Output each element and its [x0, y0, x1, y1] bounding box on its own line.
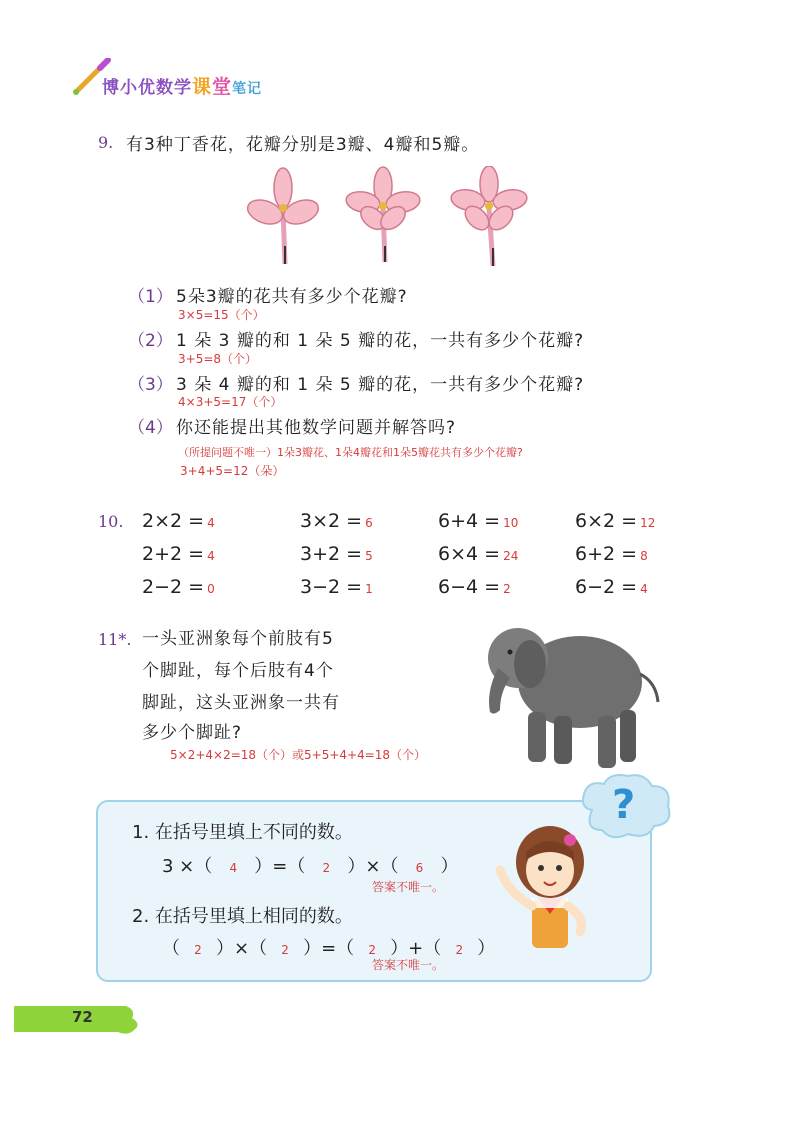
brand-part3: 堂	[212, 76, 233, 98]
q11-line2: 个脚趾，每个后肢有4个	[142, 661, 334, 681]
q11-answer: 5×2+4×2=18（个）或5+5+4+4=18（个）	[170, 748, 427, 762]
q9-sub1-text: 5朵3瓣的花共有多少个花瓣?	[176, 287, 408, 307]
q10-eq: 2−2 = 0	[142, 576, 215, 598]
q10-eq: 2×2 = 4	[142, 510, 215, 532]
q9-sub3-label: （3）	[128, 375, 173, 395]
q10-number: 10.	[98, 512, 124, 531]
flower-icon	[450, 166, 529, 266]
brand-part1: 博小优数学	[102, 78, 192, 98]
q11-line3: 脚趾，这头亚洲象一共有	[142, 693, 340, 713]
box-eq2: （ 2 ）×（ 2 ）=（ 2 ）+（ 2 ）	[162, 938, 496, 959]
q9-sub4-text: 你还能提出其他数学问题并解答吗?	[176, 418, 457, 438]
q9-sub2-text: 1 朵 3 瓣的和 1 朵 5 瓣的花，一共有多少个花瓣?	[176, 331, 585, 351]
question-mark: ?	[612, 782, 636, 828]
q9-sub3-text: 3 朵 4 瓣的和 1 朵 5 瓣的花，一共有多少个花瓣?	[176, 375, 585, 395]
q10-eq: 6+4 = 10	[438, 510, 519, 532]
flower-icon	[345, 167, 422, 262]
page-number: 72	[72, 1008, 93, 1026]
box-item2: 2. 在括号里填上相同的数。	[132, 906, 353, 927]
q9-text: 有3种丁香花，花瓣分别是3瓣、4瓣和5瓣。	[126, 135, 480, 155]
girl-character-image	[488, 822, 612, 956]
q9-sub1-label: （1）	[128, 287, 173, 307]
box-note2: 答案不唯一。	[372, 958, 445, 972]
q9-sub2-answer: 3+5=8（个）	[178, 352, 258, 366]
box-note1: 答案不唯一。	[372, 880, 445, 894]
q10-eq: 6×4 = 24	[438, 543, 519, 565]
q9-sub2-label: （2）	[128, 331, 173, 351]
q10-eq: 6×2 = 12	[575, 510, 656, 532]
q10-eq: 3+2 = 5	[300, 543, 373, 565]
q10-eq: 3−2 = 1	[300, 576, 373, 598]
q11-line4: 多少个脚趾?	[142, 723, 243, 743]
q9-sub4-label: （4）	[128, 418, 173, 438]
q9-sub3-answer: 4×3+5=17（个）	[178, 395, 283, 409]
q9-number: 9.	[98, 133, 114, 152]
q9-sub4-answer2: 3+4+5=12（朵）	[180, 464, 285, 478]
lilac-flowers	[245, 166, 535, 270]
box-eq1: 3 ×（ 4 ）=（ 2 ）×（ 6 ）	[162, 856, 459, 877]
brand-title	[102, 72, 262, 99]
q10-eq: 3×2 = 6	[300, 510, 373, 532]
flower-icon	[245, 168, 322, 264]
q10-eq: 6+2 = 8	[575, 543, 648, 565]
brand-part4: 笔记	[232, 81, 263, 97]
q10-eq: 6−2 = 4	[575, 576, 648, 598]
q9-sub1-answer: 3×5=15（个）	[178, 308, 265, 322]
header-logo	[72, 58, 322, 100]
q9-sub4-answer: （所提问题不唯一）1朵3瓣花、1朵4瓣花和1朵5瓣花共有多少个花瓣?	[178, 446, 523, 459]
elephant-image	[470, 612, 670, 776]
q11-line1: 一头亚洲象每个前肢有5	[142, 629, 334, 649]
q10-eq: 2+2 = 4	[142, 543, 215, 565]
q10-eq: 6−4 = 2	[438, 576, 511, 598]
brand-part2: 课	[192, 76, 213, 98]
box-item1: 1. 在括号里填上不同的数。	[132, 822, 353, 843]
q11-number: 11*.	[98, 630, 132, 649]
